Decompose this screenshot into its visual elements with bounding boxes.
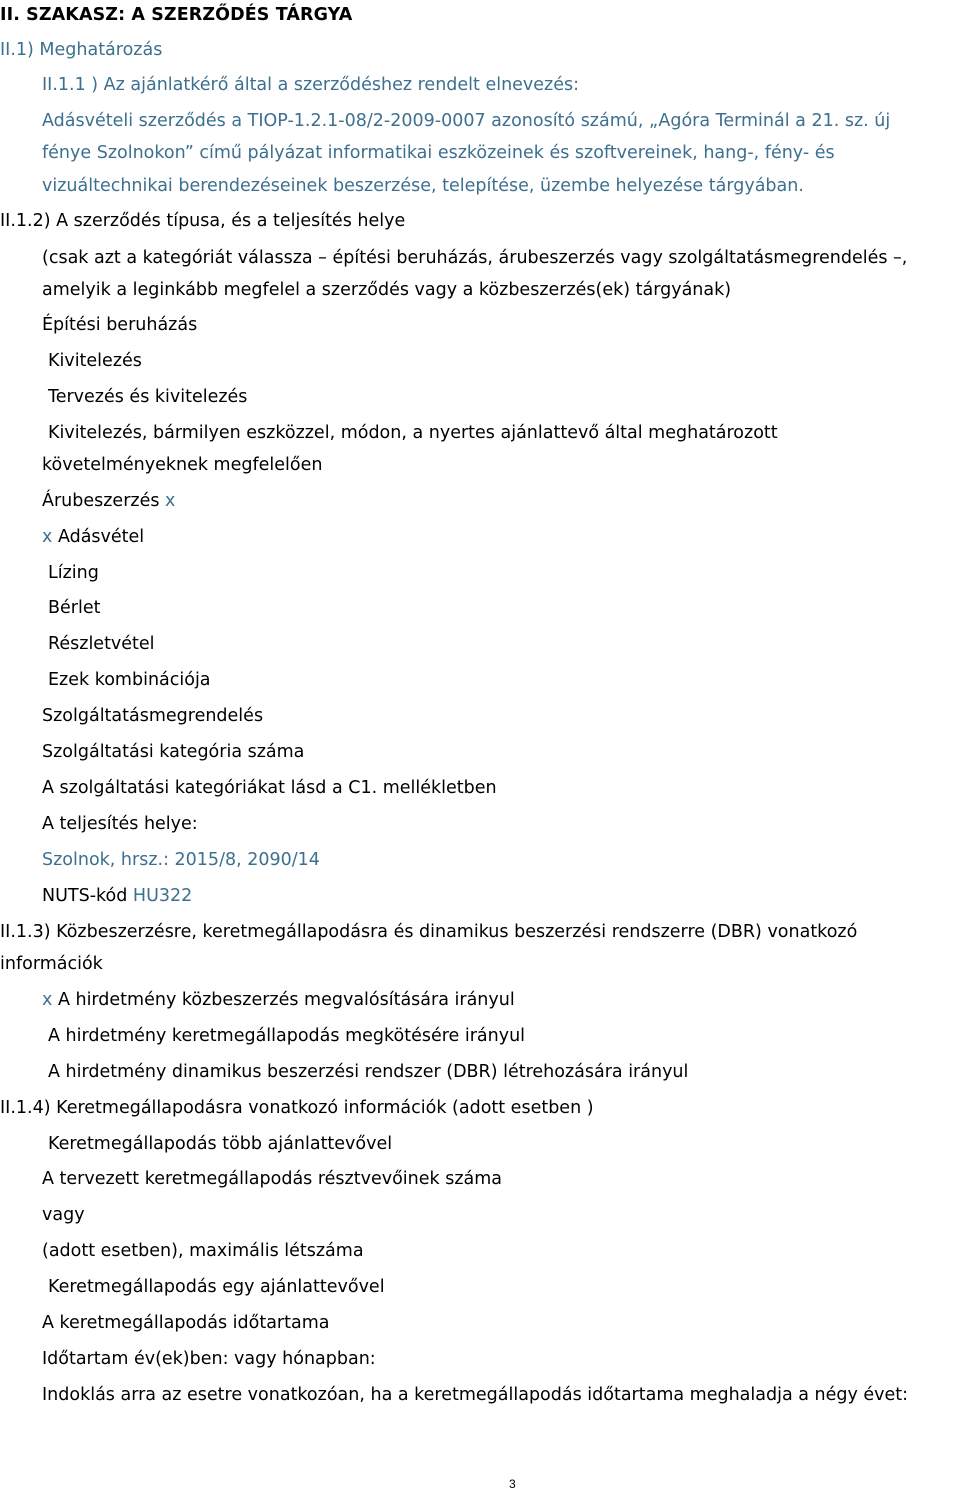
kozbeszerzes-checked-mark: x xyxy=(42,990,53,1010)
notice-option-dbr: A hirdetmény dinamikus beszerzési rendszer (DBR) létrehozására irányul xyxy=(48,1062,689,1082)
category-note-line-1: (csak azt a kategóriát válassza – építési beruházás, árubeszerzés vagy szolgáltatásmegrendelés –, xyxy=(42,248,908,268)
arubeszerzes-label: Árubeszerzés xyxy=(42,491,160,511)
option-epitesi-beruhazas: Építési beruházás xyxy=(42,315,198,335)
subsection-label-ii-1-3-line-1: II.1.3) Közbeszerzésre, keretmegállapodásra és dinamikus beszerzési rendszerre (DBR) vonatkozó xyxy=(0,922,858,942)
option-szolgaltatasmegrendeles: Szolgáltatásmegrendelés xyxy=(42,706,264,726)
notice-option-keretmegallapodas: A hirdetmény keretmegállapodás megkötésére irányul xyxy=(48,1026,526,1046)
page-number: 3 xyxy=(509,1477,516,1491)
option-tervezes: Tervezés és kivitelezés xyxy=(48,387,248,407)
framework-multiple-tenderers: Keretmegállapodás több ajánlattevővel xyxy=(48,1134,393,1154)
service-category-reference: A szolgáltatási kategóriákat lásd a C1. mellékletben xyxy=(42,778,497,798)
nuts-code-value: HU322 xyxy=(132,886,193,906)
kozbeszerzes-label: A hirdetmény közbeszerzés megvalósítására irányul xyxy=(57,990,515,1010)
contract-name-line-1: Adásvételi szerződés a TIOP-1.2.1-08/2-2009-0007 azonosító számú, „Agóra Terminál a 21. sz. új xyxy=(42,111,891,131)
place-of-performance-label: A teljesítés helye: xyxy=(42,814,198,834)
framework-duration-years-months: Időtartam év(ek)ben: vagy hónapban: xyxy=(42,1349,376,1369)
option-lizing: Lízing xyxy=(48,563,99,583)
framework-duration: A keretmegállapodás időtartama xyxy=(42,1313,330,1333)
option-kivitelezes: Kivitelezés xyxy=(48,351,142,371)
option-kivitelezes-barmilyen-line-2: követelményeknek megfelelően xyxy=(42,455,323,475)
option-berlet: Bérlet xyxy=(48,598,101,618)
option-kivitelezes-barmilyen-line-1: Kivitelezés, bármilyen eszközzel, módon, a nyertes ajánlattevő által meghatározott xyxy=(48,423,778,443)
notice-option-kozbeszerzes xyxy=(42,988,515,1012)
nuts-code-label: NUTS-kód xyxy=(42,886,128,906)
subsection-label-ii-1-1: II.1.1 ) Az ajánlatkérő által a szerződéshez rendelt elnevezés: xyxy=(42,75,580,95)
nuts-code xyxy=(42,884,192,908)
framework-justification: Indoklás arra az esetre vonatkozóan, ha a keretmegállapodás időtartama meghaladja a négy évet: xyxy=(42,1385,909,1405)
subsection-label-ii-1: II.1) Meghatározás xyxy=(0,40,163,60)
framework-single-tenderer: Keretmegállapodás egy ajánlattevővel xyxy=(48,1277,385,1297)
category-note-line-2: amelyik a leginkább megfelel a szerződés vagy a közbeszerzés(ek) tárgyának) xyxy=(42,280,732,300)
arubeszerzes-checked-mark: x xyxy=(165,491,176,511)
section-title: II. SZAKASZ: A SZERZŐDÉS TÁRGYA xyxy=(0,5,353,25)
adasvetel-checked-mark: x xyxy=(42,527,53,547)
option-arubeszerzes xyxy=(42,489,175,513)
option-adasvetel xyxy=(42,525,144,549)
subsection-label-ii-1-4: II.1.4) Keretmegállapodásra vonatkozó információk (adott esetben ) xyxy=(0,1098,594,1118)
framework-or: vagy xyxy=(42,1205,85,1225)
service-category-number: Szolgáltatási kategória száma xyxy=(42,742,305,762)
option-reszletvetel: Részletvétel xyxy=(48,634,155,654)
contract-name-line-3: vizuáltechnikai berendezéseinek beszerzése, telepítése, üzembe helyezése tárgyában. xyxy=(42,176,804,196)
subsection-label-ii-1-2: II.1.2) A szerződés típusa, és a teljesítés helye xyxy=(0,211,406,231)
contract-name-line-2: fénye Szolnokon” című pályázat informatikai eszközeinek és szoftvereinek, hang-, fény- és xyxy=(42,143,835,163)
place-of-performance-value: Szolnok, hrsz.: 2015/8, 2090/14 xyxy=(42,850,320,870)
framework-planned-participants: A tervezett keretmegállapodás résztvevőinek száma xyxy=(42,1169,502,1189)
framework-max-number: (adott esetben), maximális létszáma xyxy=(42,1241,364,1261)
subsection-label-ii-1-3-line-2: információk xyxy=(0,954,103,974)
adasvetel-label: Adásvétel xyxy=(57,527,145,547)
option-kombinacio: Ezek kombinációja xyxy=(48,670,211,690)
